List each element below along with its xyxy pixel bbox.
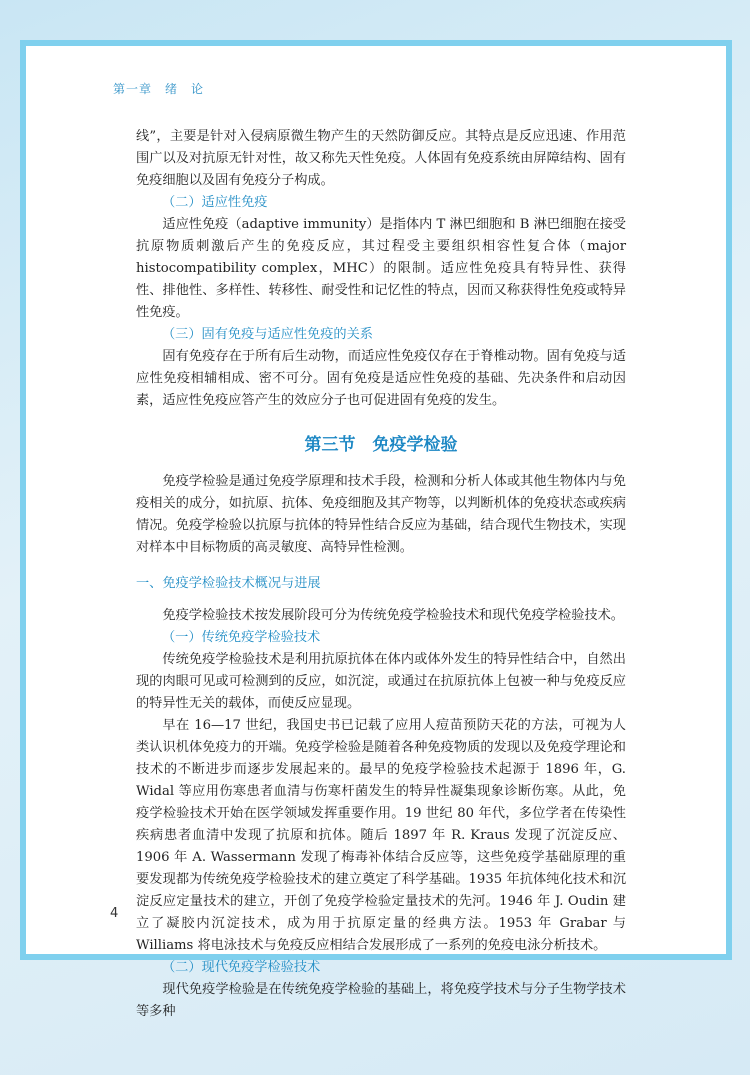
paragraph: 现代免疫学检验是在传统免疫学检验的基础上，将免疫学技术与分子生物学技术等多种 xyxy=(136,982,626,1019)
paragraph: 免疫学检验是通过免疫学原理和技术手段，检测和分析人体或其他生物体内与免疫相关的成分，如抗原、抗体、免疫细胞及其产物等，以判断机体的免疫状态或疾病情况。免疫学检验以抗原与抗体的特异性结合反应为基础，结合现代生物技术，实现对样本中目标物质的高灵敏度、高特异性检测。 xyxy=(136,474,626,555)
paragraph: 早在 16—17 世纪，我国史书已记载了应用人痘苗预防天花的方法，可视为人类认识机体免疫力的开端。免疫学检验是随着各种免疫物质的发现以及免疫学理论和技术的不断进步而逐步发展起来的。最早的免疫学检验技术起源于 1896 年，G. Widal 等应用伤寒患者血清与伤寒杆菌发生的特异性凝集现象诊断伤寒。从此，免疫学检验技术开始在医学领域发挥重要作用。19 世纪 80 年代，多位学者在传染性疾病患者血清中发现了抗原和抗体。随后 1897 年 R. Kraus 发现了沉淀反应、1906 年 A. Wassermann 发现了梅毒补体结合反应等，这些免疫学基础原理的重要发现都为传统免疫学检验技术的建立奠定了科学基础。1935 年抗体纯化技术和沉淀反应定量技术的建立，开创了免疫学检验定量技术的先河。1946 年 J. Oudin 建立了凝胶内沉淀技术，成为用于抗原定量的经典方法。1953 年 Grabar 与 Williams 将电泳技术与免疫反应相结合发展形成了一系列的免疫电泳分析技术。 xyxy=(136,718,626,953)
paragraph: 传统免疫学检验技术是利用抗原抗体在体内或体外发生的特异性结合中，自然出现的肉眼可见或可检测到的反应，如沉淀，或通过在抗原抗体上包被一种与免疫反应的特异性无关的载体，而使反应显现。 xyxy=(136,652,626,711)
subheading-modern: （二）现代免疫学检验技术 xyxy=(162,960,321,975)
subheading-traditional: （一）传统免疫学检验技术 xyxy=(162,630,321,645)
paragraph: 线”，主要是针对入侵病原微生物产生的天然防御反应。其特点是反应迅速、作用范围广以及对抗原无针对性，故又称先天性免疫。人体固有免疫系统由屏障结构、固有免疫细胞以及固有免疫分子构成。 xyxy=(136,129,626,188)
paragraph: 固有免疫存在于所有后生动物，而适应性免疫仅存在于脊椎动物。固有免疫与适应性免疫相辅相成、密不可分。固有免疫是适应性免疫的基础、先决条件和启动因素，适应性免疫应答产生的效应分子也可促进固有免疫的发生。 xyxy=(136,349,626,408)
subheading-immunity-relationship: （三）固有免疫与适应性免疫的关系 xyxy=(162,327,373,342)
page-number: 4 xyxy=(110,906,119,921)
page-content xyxy=(136,126,626,1023)
paragraph: 免疫学检验技术按发展阶段可分为传统免疫学检验技术和现代免疫学检验技术。 xyxy=(162,608,624,623)
paragraph: 适应性免疫（adaptive immunity）是指体内 T 淋巴细胞和 B 淋巴细胞在接受抗原物质刺激后产生的免疫反应，其过程受主要组织相容性复合体（major histocompatibility complex，MHC）的限制。适应性免疫具有特异性、获得性、排他性、多样性、转移性、耐受性和记忆性的特点，因而又称获得性免疫或特异性免疫。 xyxy=(136,217,626,320)
heading-overview: 一、免疫学检验技术概况与进展 xyxy=(136,576,321,591)
running-head: 第一章 绪 论 xyxy=(113,82,205,96)
section-title: 第三节 免疫学检验 xyxy=(304,435,458,455)
subheading-adaptive-immunity: （二）适应性免疫 xyxy=(162,195,268,210)
